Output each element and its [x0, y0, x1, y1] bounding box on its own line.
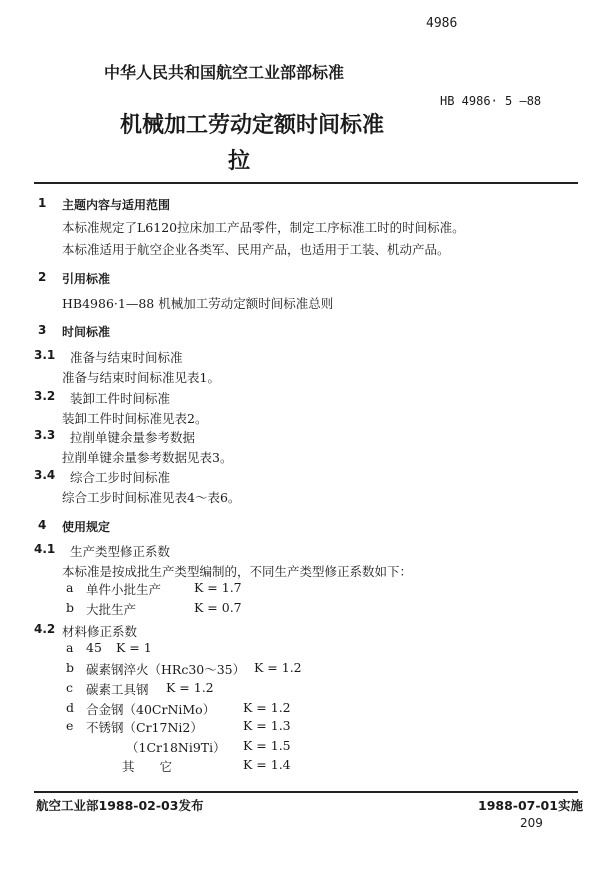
- subsection-title: 准备与结束时间标准: [70, 350, 183, 365]
- list-label: 碳素工具钢: [86, 682, 149, 697]
- subsection-number: 4.2: [34, 622, 56, 636]
- document-number: 4986: [426, 16, 458, 31]
- page-number: 209: [520, 816, 543, 830]
- list-label: 45: [86, 640, 102, 655]
- list-letter: d: [66, 700, 75, 715]
- list-letter: e: [66, 718, 74, 733]
- coefficient-value: K = 1.4: [243, 757, 291, 772]
- subsection-text: 拉削单键余量参考数据见表3。: [62, 450, 233, 465]
- list-label: 大批生产: [86, 602, 137, 617]
- section-2-reference: HB4986·1—88 机械加工劳动定额时间标准总则: [62, 296, 334, 311]
- list-label: 不锈钢（Cr17Ni2）: [86, 720, 203, 735]
- section-1-paragraph: 本标准适用于航空企业各类军、民用产品，也适用于工装、机动产品。: [62, 242, 450, 257]
- list-label: （1Cr18Ni9Ti）: [126, 740, 226, 755]
- subsection-text: 准备与结束时间标准见表1。: [62, 370, 220, 385]
- subsection-title: 综合工步时间标准: [70, 470, 171, 485]
- page-title: 机械加工劳动定额时间标准: [120, 113, 385, 138]
- issued-date: 航空工业部1988-02-03发布: [36, 798, 204, 813]
- subsection-number: 4.1: [34, 542, 56, 556]
- page-subtitle: 拉: [228, 149, 251, 174]
- section-1-number: 1: [38, 196, 47, 210]
- coefficient-value: K = 0.7: [194, 600, 242, 615]
- section-2-title: 引用标准: [62, 272, 111, 286]
- list-label: 其 它: [122, 759, 173, 774]
- section-1-title: 主题内容与适用范围: [62, 198, 171, 212]
- coefficient-value: K = 1.2: [166, 680, 214, 695]
- effective-date: 1988-07-01实施: [478, 798, 583, 813]
- bottom-divider: [34, 791, 578, 793]
- subsection-text: 本标准是按成批生产类型编制的，不同生产类型修正系数如下：: [62, 564, 413, 579]
- section-3-number: 3: [38, 323, 47, 337]
- standard-code: HB 4986· 5 —88: [440, 94, 542, 108]
- list-label: 碳素钢淬火（HRc30～35）: [86, 662, 246, 677]
- subsection-title: 装卸工件时间标准: [70, 391, 171, 406]
- subsection-number: 3.1: [34, 348, 56, 362]
- subsection-title: 材料修正系数: [62, 624, 138, 639]
- list-label: 单件小批生产: [86, 582, 162, 597]
- ministry-heading: 中华人民共和国航空工业部部标准: [104, 63, 345, 82]
- subsection-number: 3.3: [34, 428, 56, 442]
- coefficient-value: K = 1: [116, 640, 152, 655]
- section-4-title: 使用规定: [62, 520, 111, 534]
- coefficient-value: K = 1.2: [243, 700, 291, 715]
- section-2-number: 2: [38, 270, 47, 284]
- list-letter: a: [66, 640, 74, 655]
- section-3-title: 时间标准: [62, 325, 111, 339]
- coefficient-value: K = 1.2: [254, 660, 302, 675]
- coefficient-value: K = 1.5: [243, 738, 291, 753]
- subsection-text: 装卸工件时间标准见表2。: [62, 411, 208, 426]
- coefficient-value: K = 1.7: [194, 580, 242, 595]
- list-letter: a: [66, 580, 74, 595]
- section-1-paragraph: 本标准规定了L6120拉床加工产品零件，制定工序标准工时的时间标准。: [62, 220, 465, 235]
- section-4-number: 4: [38, 518, 47, 532]
- list-letter: c: [66, 680, 74, 695]
- subsection-number: 3.4: [34, 468, 56, 482]
- list-label: 合金钢（40CrNiMo）: [86, 702, 216, 717]
- top-divider: [34, 182, 578, 184]
- subsection-number: 3.2: [34, 389, 56, 403]
- list-letter: b: [66, 660, 75, 675]
- subsection-title: 拉削单键余量参考数据: [70, 430, 196, 445]
- subsection-text: 综合工步时间标准见表4～表6。: [62, 490, 241, 505]
- coefficient-value: K = 1.3: [243, 718, 291, 733]
- list-letter: b: [66, 600, 75, 615]
- subsection-title: 生产类型修正系数: [70, 544, 171, 559]
